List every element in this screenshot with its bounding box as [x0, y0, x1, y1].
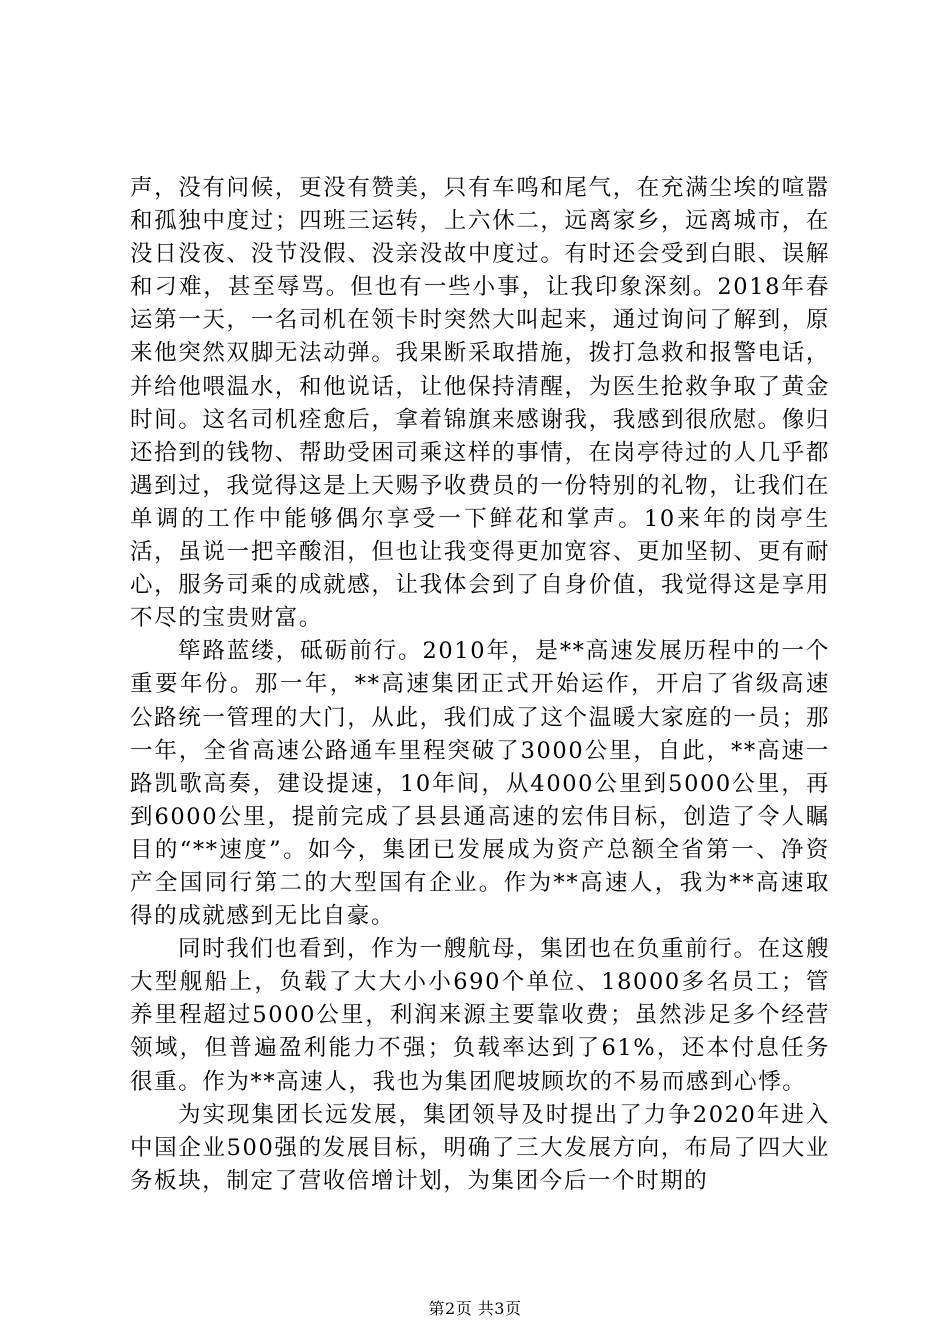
paragraph-3: 同时我们也看到，作为一艘航母，集团也在负重前行。在这艘大型舰船上，负载了大大小小690个单位、18000多名员工；管养里程超过5000公里，利润来源主要靠收费；虽然涉足多个经营领域，但普遍盈利能力不强；负载率达到了61%，还本付息任务很重。作为**高速人，我也为集团爬坡顾坎的不易而感到心悸。: [130, 936, 830, 1095]
page-number-footer: 第2页 共3页: [428, 1299, 522, 1318]
paragraph-1: 声，没有问候，更没有赞美，只有车鸣和尾气，在充满尘埃的喧嚣和孤独中度过；四班三运转，上六休二，远离家乡，远离城市，在没日没夜、没节没假、没亲没故中度过。有时还会受到白眼、误解和刁难，甚至辱骂。但也有一些小事，让我印象深刻。2018年春运第一天，一名司机在领卡时突然大叫起来，通过询问了解到，原来他突然双脚无法动弹。我果断采取措施，拨打急救和报警电话，并给他喂温水，和他说话，让他保持清醒，为医生抢救争取了黄金时间。这名司机痊愈后，拿着锦旗来感谢我，我感到很欣慰。像归还拾到的钱物、帮助受困司乘这样的事情，在岗亭待过的人几乎都遇到过，我觉得这是上天赐予收费员的一份特别的礼物，让我们在单调的工作中能够偶尔享受一下鲜花和掌声。10来年的岗亭生活，虽说一把辛酸泪，但也让我变得更加宽容、更加坚韧、更有耐心，服务司乘的成就感，让我体会到了自身价值，我觉得这是享用不尽的宝贵财富。: [130, 175, 830, 632]
paragraph-2: 筚路蓝缕，砥砺前行。2010年，是**高速发展历程中的一个重要年份。那一年，**高速集团正式开始运作，开启了省级高速公路统一管理的大门，从此，我们成了这个温暖大家庭的一员；那一年，全省高速公路通车里程突破了3000公里，自此，**高速一路凯歌高奏，建设提速，10年间，从4000公里到5000公里，再到6000公里，提前完成了县县通高速的宏伟目标，创造了令人瞩目的“**速度”。如今，集团已发展成为资产总额全省第一、净资产全国同行第二的大型国有企业。作为**高速人，我为**高速取得的成就感到无比自豪。: [130, 638, 830, 930]
paragraph-4: 为实现集团长远发展，集团领导及时提出了力争2020年进入中国企业500强的发展目标，明确了三大发展方向，布局了四大业务板块，制定了营收倍增计划，为集团今后一个时期的: [130, 1101, 830, 1194]
body-text: [130, 172, 830, 1198]
